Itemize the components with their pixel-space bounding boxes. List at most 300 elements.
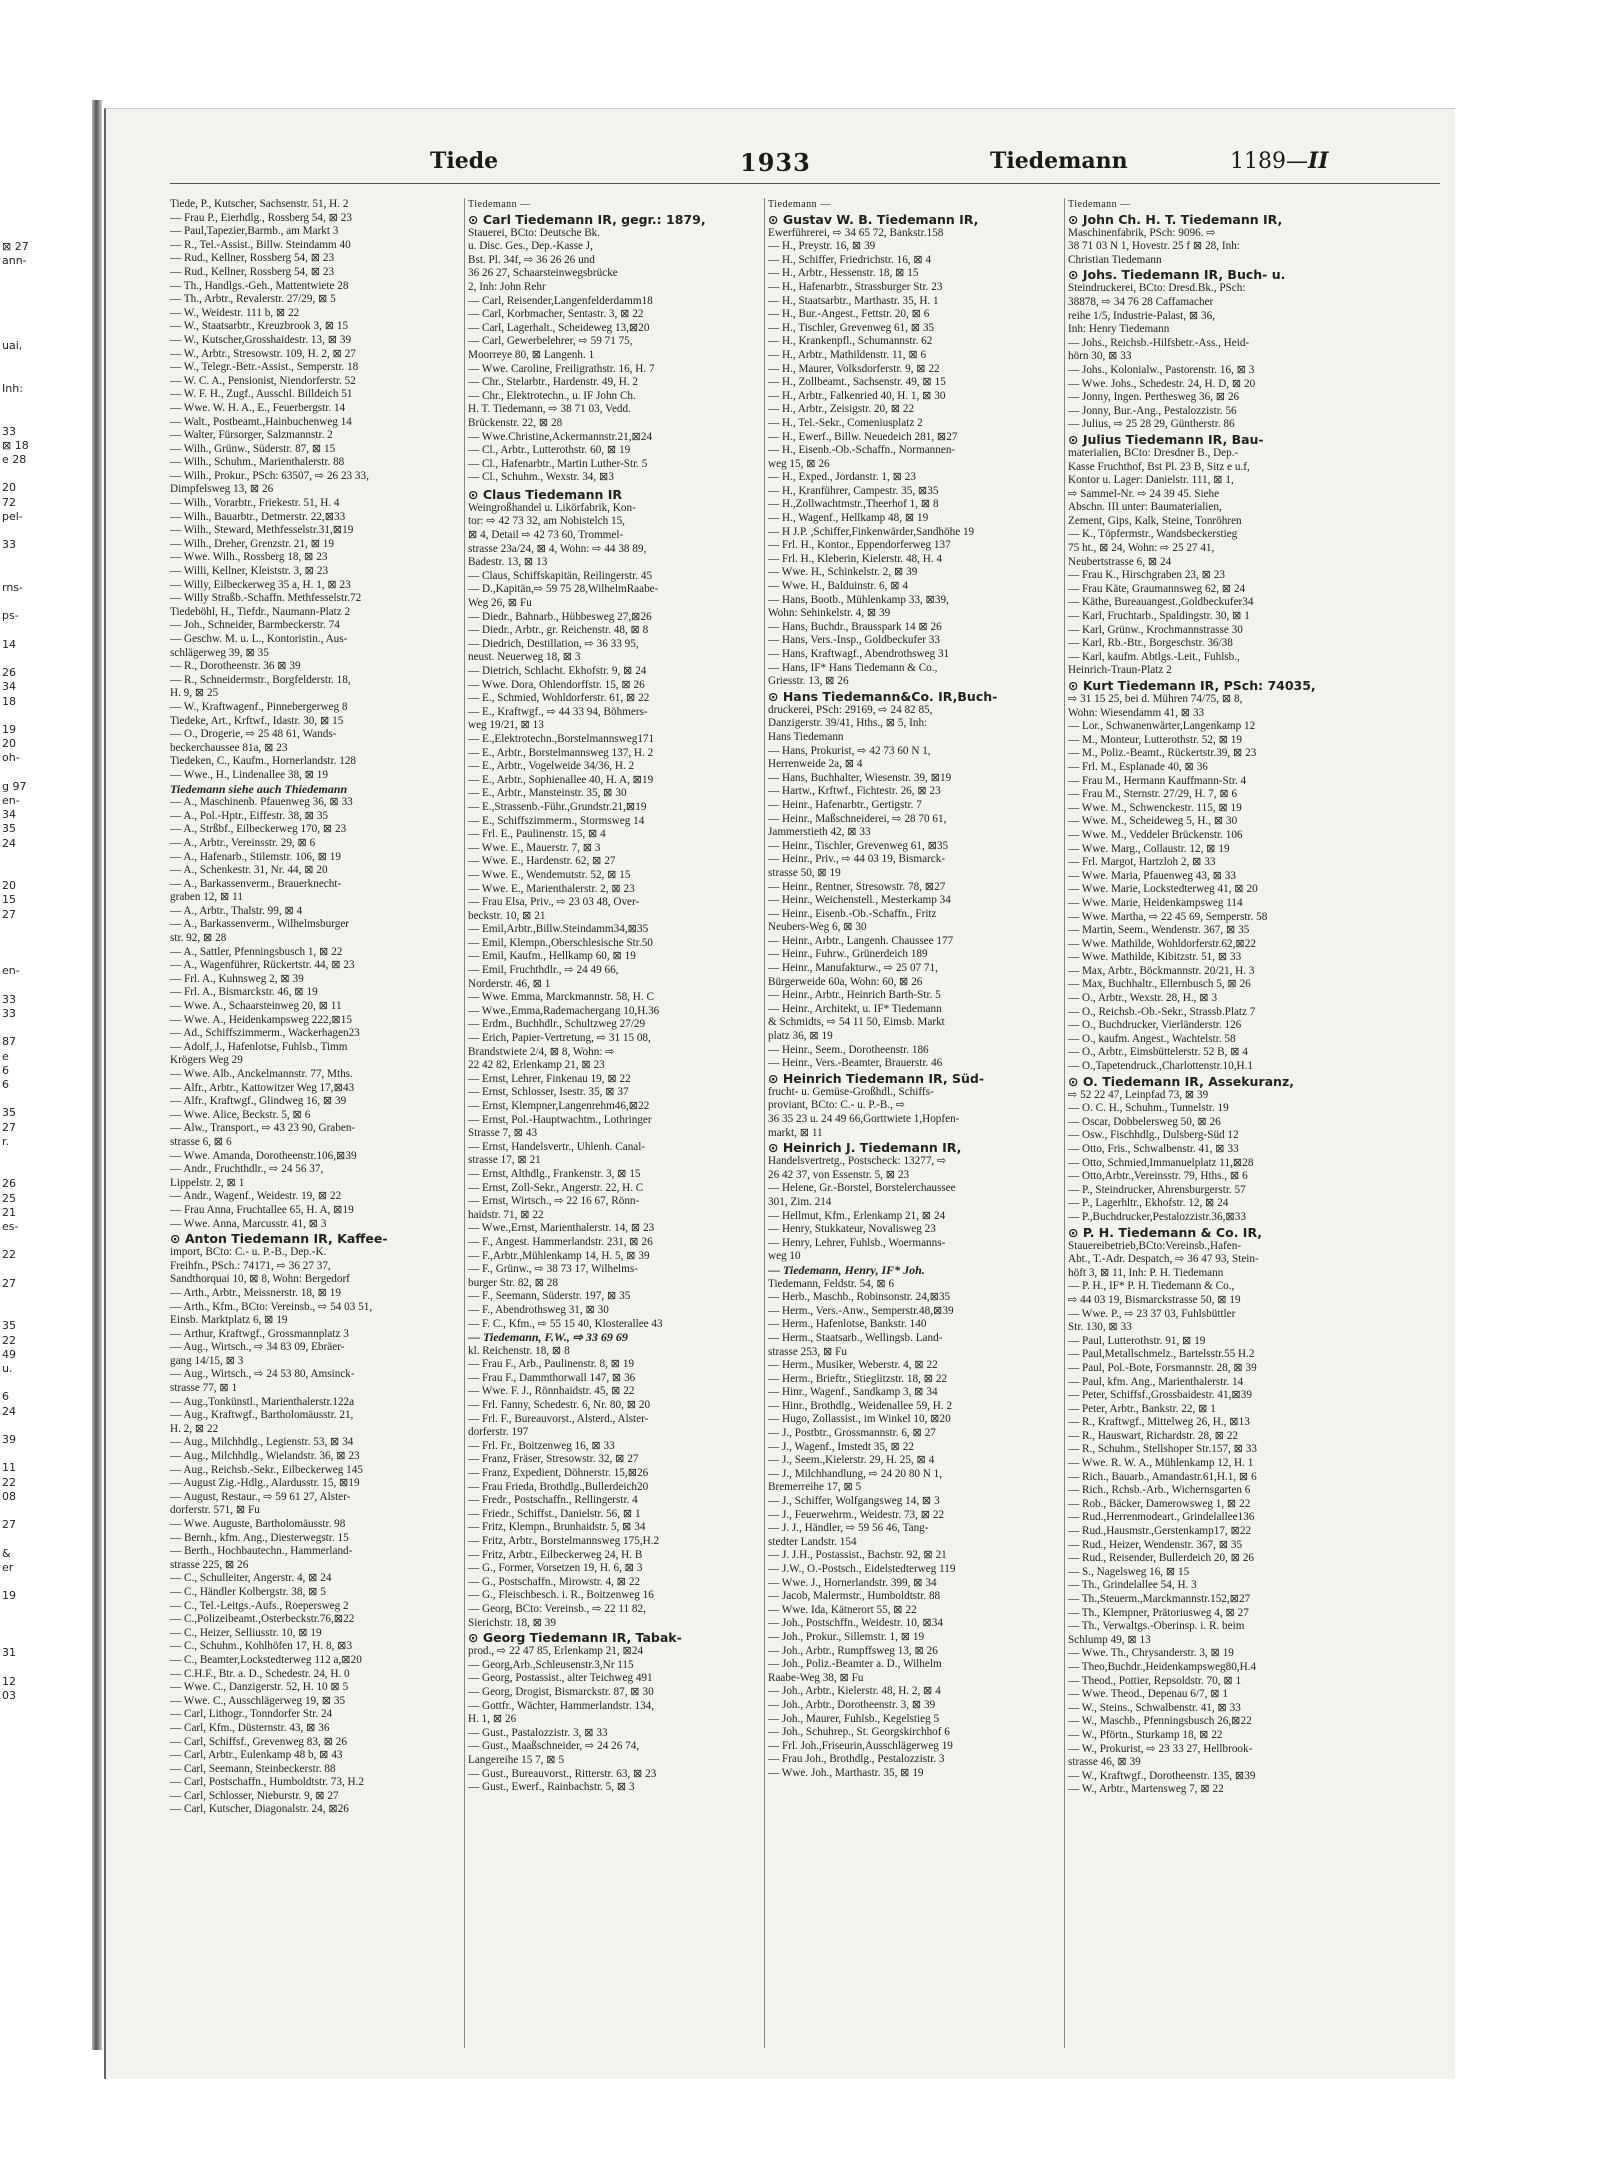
directory-entry: — Wwe. Alb., Anckelmannstr. 77, Mths. [170,1068,353,1080]
directory-entry: — Joh., Prokur., Sillemstr. 1, ⊠ 19 [768,1630,925,1643]
directory-entry: — Wilh., Grünw., Süderstr. 87, ⊠ 15 [170,442,336,455]
margin-fragment: 33 [2,538,16,552]
directory-entry: ⊙ P. H. Tiedemann & Co. IR, [1068,1224,1263,1240]
margin-fragment [2,623,90,637]
directory-entry: — Wilh., Steward, Methfesselstr.31,⊠19 [170,524,354,537]
directory-entry: Tiedeken, C., Kaufm., Hornerlandstr. 128 [170,755,357,768]
directory-entry: Sierichstr. 18, ⊠ 39 [468,1616,556,1629]
directory-entry: — C.,Polizeibeamt.,Osterbeckstr.76,⊠22 [170,1613,355,1626]
directory-entry: — P. H., IF* P. H. Tiedemann & Co., [1068,1280,1235,1293]
directory-entry: — Heinr., Fuhrw., Grünerdeich 189 [768,948,928,961]
directory-entry: neust. Neuerweg 18, ⊠ 3 [468,651,581,664]
margin-fragment [2,1604,90,1618]
directory-entry: — H., Preystr. 16, ⊠ 39 [768,240,876,253]
directory-entry: ⊙ Julius Tiedemann IR, Bau- [1068,431,1264,447]
directory-entry: Abschn. III unter: Baumaterialien, [1068,501,1222,514]
directory-entry: ⊙ Claus Tiedemann IR [468,486,623,502]
margin-fragment: 34 [2,680,16,694]
directory-entry: — Frau Anna, Fruchtallee 65, H. A, ⊠19 [170,1203,354,1216]
directory-entry: — Arthur, Kraftwgf., Grossmannplatz 3 [170,1327,349,1340]
margin-fragment [2,851,90,865]
directory-entry: — P., Lagerhltr., Ekhofstr. 12, ⊠ 24 [1068,1197,1229,1210]
directory-entry: Weg 26, ⊠ Fu [468,597,532,610]
directory-entry: Jammerstieth 42, ⊠ 33 [768,826,871,839]
column-separator [464,198,465,2048]
directory-entry: — Peter, Schiffsf.,Grossbaidestr. 41,⊠39 [1068,1389,1252,1402]
directory-entry: — Wwe. Dora, Ohlendorffstr. 15, ⊠ 26 [468,678,645,691]
margin-fragment: 25 [2,1191,16,1205]
directory-entry: — Heinr., Maßschneiderei, ⇨ 28 70 61, [768,812,947,825]
directory-entry: — Willy Straßb.-Schaffn. Methfesselstr.72 [170,592,362,605]
directory-entry: — Ad., Schiffszimmerm., Wackerhagen23 [170,1027,360,1040]
directory-entry: ⊙ Johs. Tiedemann IR, Buch- u. [1068,267,1286,283]
margin-fragment: 31 [2,1646,16,1660]
directory-entry: — Aug., Wirtsch., ⇨ 34 83 09, Ebräer- [170,1341,345,1354]
margin-fragment: 20 [2,879,16,893]
directory-entry: — C., Tel.-Leitgs.-Aufs., Roepersweg 2 [170,1599,349,1612]
directory-entry: — Wwe. E., Mauerstr. 7, ⊠ 3 [468,841,601,854]
margin-fragment: 20 [2,737,16,751]
directory-entry: — Carl, Lithogr., Tonndorfer Str. 24 [170,1708,333,1721]
margin-fragment [2,979,90,993]
directory-entry: Strasse 7, ⊠ 43 [468,1127,538,1140]
directory-entry: — Johs., Kolonialw., Pastorenstr. 16, ⊠ 3 [1068,363,1255,376]
directory-entry: Heinrich-Traun-Platz 2 [1068,664,1172,677]
directory-entry: — Carl, Arbtr., Eulenkamp 48 b, ⊠ 43 [170,1749,343,1762]
directory-entry: — Gust., Bureauvorst., Ritterstr. 63, ⊠ 23 [468,1767,657,1780]
margin-fragment: 24 [2,1404,16,1418]
directory-entry: — W. C. A., Pensionist, Niendorferstr. 52 [170,374,356,387]
margin-fragment: Inh: [2,382,23,396]
directory-entry: H. 9, ⊠ 25 [170,687,219,700]
directory-entry: — Georg, Postassist., alter Teichweg 491 [468,1672,653,1685]
directory-entry: ⊙ John Ch. H. T. Tiedemann IR, [1068,211,1283,227]
directory-entry: — Joh., Arbtr., Rumpffsweg 13, ⊠ 26 [768,1644,938,1657]
directory-entry: — Wwe. Mathilde, Kibitzstr. 51, ⊠ 33 [1068,951,1242,964]
directory-entry: — Wwe. H., Schinkelstr. 2, ⊠ 39 [768,566,918,579]
margin-fragment [2,297,90,311]
directory-entry: Moorreye 80, ⊠ Langenh. 1 [468,348,595,361]
directory-entry: — Frl. M., Esplanade 40, ⊠ 36 [1068,760,1208,773]
directory-entry: — Andr., Wagenf., Weidestr. 19, ⊠ 22 [170,1190,342,1203]
directory-entry: — R., Dorotheenstr. 36 ⊠ 39 [170,660,301,673]
directory-entry: — Aug., Kraftwgf., Bartholomäusstr. 21, [170,1409,354,1422]
directory-entry: gang 14/15, ⊠ 3 [170,1354,244,1367]
directory-entry: — Heinr., Vers.-Beamter, Brauerstr. 46 [768,1057,943,1070]
directory-entry: u. Disc. Ges., Dep.-Kasse J, [468,240,593,253]
directory-entry: Norderstr. 46, ⊠ 1 [468,977,551,990]
directory-entry: — Wwe., H., Lindenallee 38, ⊠ 19 [170,768,328,781]
margin-fragment: 18 [2,694,16,708]
directory-entry: — Herm., Hafenlotse, Bankstr. 140 [768,1318,927,1331]
margin-fragment: 39 [2,1433,16,1447]
directory-entry: strasse 225, ⊠ 26 [170,1558,249,1571]
directory-entry: strasse 23a/24, ⊠ 4, Wohn: ⇨ 44 38 89, [468,542,647,555]
directory-entry: Badestr. 13, ⊠ 13 [468,556,548,569]
directory-entry: — A., Pol.-Hptr., Eiffestr. 38, ⊠ 35 [170,809,329,822]
directory-entry: weg 10 [768,1250,801,1263]
directory-entry: — Frau F., Arb., Paulinenstr. 8, ⊠ 19 [468,1358,635,1371]
margin-fragment [2,283,90,297]
directory-entry: — J., Wagenf., Imstedt 35, ⊠ 22 [768,1440,914,1453]
directory-entry: — Fritz, Arbtr., Eilbeckerweg 24, H. B [468,1548,643,1561]
directory-entry: — H., Krankenpfl., Schumannstr. 62 [768,335,933,348]
directory-entry: — H., Bur.-Angest., Fettstr. 20, ⊠ 6 [768,308,930,321]
directory-entry: — Ernst, Althdlg., Frankenstr. 3, ⊠ 15 [468,1167,641,1180]
directory-entry: Tiedemann — [1068,199,1131,210]
directory-entry: — F., Grünw., ⇨ 38 73 17, Wilhelms- [468,1263,638,1276]
directory-entry: — Geschw. M. u. L., Kontoristin., Aus- [170,633,348,645]
directory-entry: Bürgerweide 60a, Wohn: 60, ⊠ 26 [768,975,923,988]
directory-entry: — Frau Käte, Graumannsweg 62, ⊠ 24 [1068,582,1246,595]
directory-entry: — E., Schiffszimmerm., Stormsweg 14 [468,814,645,827]
directory-entry: — Frau P., Eierhdlg., Rossberg 54, ⊠ 23 [170,211,352,224]
directory-entry: — Rich., Bauarb., Amandastr.61,H.1, ⊠ 6 [1068,1470,1257,1483]
directory-entry: — Henry, Lehrer, Fuhlsb., Woermanns- [768,1236,946,1249]
directory-entry: — Frau K., Hirschgraben 23, ⊠ 23 [1068,569,1225,582]
directory-entry: — Emil, Klempn.,Oberschlesische Str.50 [468,936,653,949]
running-head-year: 1933 [740,148,811,177]
directory-entry: — Aug., Milchhdlg., Legienstr. 53, ⊠ 34 [170,1436,354,1449]
directory-entry: — W., Prokurist, ⇨ 23 33 27, Hellbrook- [1068,1742,1253,1755]
directory-entry: — E., Arbtr., Borstelmannsweg 137, H. 2 [468,746,654,759]
directory-entry: — H., Tischler, Grevenweg 61, ⊠ 35 [768,321,935,334]
margin-fragment [2,1660,90,1674]
directory-entry: — Otto, Fris., Schwalbenstr. 41, ⊠ 33 [1068,1143,1239,1155]
directory-entry: — F., Seemann, Süderstr. 197, ⊠ 35 [468,1290,631,1303]
directory-entry: — W., Telegr.-Betr.-Assist., Sempe​rstr. 18 [170,361,359,374]
margin-fragment [2,1234,90,1248]
directory-entry: — G., Fleischbesch. i. R., Boitzenweg 16 [468,1589,654,1602]
directory-entry: — August Zig.-Hdlg., Alardusstr. 15, ⊠19 [170,1477,360,1490]
directory-entry: — H., Arbtr., Falkenried 40, H. 1, ⊠ 30 [768,389,946,402]
directory-entry: Herrenweide 2a, ⊠ 4 [768,758,863,771]
directory-entry: — Paul, Pol.-Bote, Forsmannstr. 28, ⊠ 39 [1068,1361,1257,1374]
directory-entry: — Andr., Fruchthdlr., ⇨ 24 56 37, [170,1163,324,1176]
directory-entry: — H., Maurer, Volksdorferstr. 9, ⊠ 22 [768,362,940,375]
margin-fragment: u. [2,1362,13,1376]
directory-entry: ⇨ Sammel-Nr. ⇨ 24 39 45. Siehe [1068,487,1220,500]
directory-entry: — Jonny, Ingen. Perthesweg 36, ⊠ 26 [1068,391,1240,404]
directory-entry: — E., Arbtr., Mansteinstr. 35, ⊠ 30 [468,787,627,800]
directory-entry: — O., Arbtr., Eimsbüttelerstr. 52 B, ⊠ 4 [1068,1046,1248,1059]
directory-entry: — C., Heizer, Selliusstr. 10, ⊠ 19 [170,1626,322,1639]
directory-entry: — Wwe. J., Hornerlandstr. 399, ⊠ 34 [768,1576,937,1589]
directory-entry: — Frl. Fanny, Schedestr. 6, Nr. 80, ⊠ 20 [468,1399,651,1412]
margin-fragment: es- [2,1220,19,1234]
directory-entry: — Frau Frieda, Brothdlg.,Bullerdeich20 [468,1480,649,1493]
directory-entry: haidstr. 71, ⊠ 22 [468,1208,544,1221]
directory-entry: — C., Schulleiter, Angerstr. 4, ⊠ 24 [170,1572,332,1585]
directory-entry: — Max, Buchhaltr., Ellernbusch 5, ⊠ 26 [1068,978,1251,991]
margin-fragment: 34 [2,808,16,822]
margin-fragment [2,922,90,936]
margin-fragment: 19 [2,722,16,736]
directory-entry: — Diedrich, Destillation, ⇨ 36 33 95, [468,637,639,650]
directory-entry: Tiede, P., Kutscher, Sachsenstr. 51, H. 2 [170,198,349,210]
directory-entry: — W., Staatsarbtr., Kreuzbrook 3, ⊠ 15 [170,320,349,333]
scan-border-right [1455,0,1600,2177]
directory-entry: ⊙ Anton Tiedemann IR, Kaffee- [170,1231,388,1247]
directory-entry: — H., Wagenf., Hellkamp 48, ⊠ 19 [768,512,929,525]
margin-fragment [2,1575,90,1589]
directory-entry: — Ernst, Lehrer, Finkenau 19, ⊠ 22 [468,1072,631,1085]
directory-entry: reihe 1/5, Industrie-Palast, ⊠ 36, [1068,309,1216,322]
margin-fragment [2,1618,90,1632]
directory-entry: Kasse Fruchthof, Bst Pl. 23 B, Sitz e u.f, [1068,460,1250,473]
directory-entry: — Joh., Schuhrep., St. Georgskirchhof 6 [768,1726,950,1739]
directory-entry: — Wwe. M., Schwenckestr. 115, ⊠ 19 [1068,801,1242,814]
directory-entry: — E., Schmied, Wohldorferstr. 61, ⊠ 22 [468,692,650,705]
directory-entry: — Rud.,Hausmstr.,Gerstenkamp17, ⊠22 [1068,1525,1252,1538]
directory-entry: strasse 50, ⊠ 19 [768,866,841,879]
directory-entry: dorferstr. 197 [468,1426,529,1439]
margin-fragment [2,1263,90,1277]
directory-entry: — W., Maschb., Pfenningsbusch 26,⊠22 [1068,1715,1252,1728]
directory-entry: — Heinr., Architekt, u. IF* Tiedemann [768,1002,942,1015]
directory-entry: — W., Kutscher,Grosshaidestr. 13, ⊠ 39 [170,333,352,346]
directory-entry: — Carl, Lagerhalt., Scheideweg 13,⊠20 [468,321,650,334]
directory-entry: — Wwe. W. H. A., E., Feuerbergstr. 14 [170,401,346,414]
directory-entry: Wohn: Sehinkelstr. 4, ⊠ 39 [768,607,891,620]
directory-entry: — Heinr., Eisenb.-Ob.-Schaffn., Fritz [768,907,937,920]
directory-entry: — Heinr., Arbtr., Langenh. Chaussee 177 [768,934,954,947]
directory-entry: ⊠ 4, Detail ⇨ 42 73 60, Trommel- [468,529,624,542]
margin-fragment: 33 [2,424,16,438]
directory-entry: — Frl. Fr., Boitzenweg 16, ⊠ 33 [468,1439,615,1452]
directory-entry: Ewerführerei, ⇨ 34 65 72, Bankstr.158 [768,226,944,239]
directory-entry: — D.,Kapitän,⇨ 59 75 28,WilhelmRaabe- [468,583,659,596]
directory-entry: — Herm., Musiker, Weberstr. 4, ⊠ 22 [768,1359,938,1372]
directory-entry: — Wwe. E., Hardenstr. 62, ⊠ 27 [468,855,616,868]
directory-entry: — Wwe. A., Heidenkampsweg 222,⊠15 [170,1013,352,1026]
directory-entry: — J., Seem.,Kielerstr. 29, H. 25, ⊠ 4 [768,1454,935,1467]
directory-entry: — Martin, Seem., Wendenstr. 367, ⊠ 35 [1068,924,1250,937]
margin-fragment: g 97 [2,779,27,793]
directory-entry: — Paul,Metallschmelz., Bartelsstr.55 H.2 [1068,1348,1255,1361]
directory-entry: — Wwe. C., Ausschlägerweg 19, ⊠ 35 [170,1694,346,1707]
directory-entry: — Carl, Reisender,Langenfelderdamm18 [468,294,653,307]
directory-entry: Inh: Henry Tiedemann [1068,323,1170,336]
directory-entry: 38 71 03 N 1, Hovestr. 25 f ⊠ 28, Inh: [1068,240,1240,253]
directory-entry: — Frl. F., Bureauvorst., Alsterd., Alster- [468,1412,649,1425]
directory-entry: — Wwe. Martha, ⇨ 22 45 69, Semperstr. 58 [1068,910,1268,923]
directory-entry: — G., Former, Vorsetzen 19, H. 6, ⊠ 3 [468,1562,643,1575]
margin-fragment: 6 [2,1077,9,1091]
directory-entry: Tiedeke, Art., Krftwf., Idastr. 30, ⊠ 15 [170,714,344,727]
directory-entry: — Joh., Arbtr., Dorotheenstr. 3, ⊠ 39 [768,1698,936,1711]
directory-entry: — Emil, Kaufm., Hellkamp 60, ⊠ 19 [468,950,636,963]
margin-fragment: ps- [2,609,19,623]
directory-entry: — Oscar, Dobbelersweg 50, ⊠ 26 [1068,1115,1221,1128]
directory-entry: — Herm., Staatsarb., Wellingsb. Land- [768,1331,943,1344]
directory-column-2 [468,198,766,2068]
directory-entry: — Frau Joh., Brothdlg., Pestalozzistr. 3 [768,1753,945,1766]
directory-entry: — Adolf, J., Hafenlotse, Fuhlsb., Timm [170,1040,348,1053]
margin-fragment [2,524,90,538]
directory-entry: — Joh., Schneider, Barmbeckerstr. 74 [170,619,340,632]
directory-entry: — Wwe. H., Balduinstr. 6, ⊠ 4 [768,580,908,593]
margin-fragment: 21 [2,1205,16,1219]
margin-fragment [2,1447,90,1461]
directory-entry: — Rich., Rchsb.-Arb., Wichernsgarten 6 [1068,1484,1251,1497]
margin-fragment: pel- [2,509,23,523]
directory-entry: 38878, ⇨ 34 76 28 Caffamacher [1068,295,1214,308]
margin-fragment [2,396,90,410]
directory-entry: — Georg,Arb.,Schleusenstr.3,Nr 115 [468,1658,634,1671]
directory-entry: — Wwe. E., Wendemutstr. 52, ⊠ 15 [468,868,631,881]
directory-entry: — Gottfr., Wächter, Hammerlandstr. 134, [468,1699,655,1712]
directory-entry: — Wwe. R. W. A., Mühlenkamp 12, H. 1 [1068,1457,1254,1470]
directory-entry: — Walt., Postbeamt.,Hainbuchenweg 14 [170,415,352,428]
directory-entry: — Arth., Kfm., BCto: Vereinsb., ⇨ 54 03 51, [170,1300,373,1313]
directory-entry: — A., Barkassenverm., Wilhelmsburger [170,918,350,931]
directory-entry: Zement, Gips, Kalk, Steine, Tonröhren [1068,514,1242,527]
directory-entry: hörn 30, ⊠ 33 [1068,350,1132,363]
directory-entry: platz 36, ⊠ 19 [768,1030,833,1043]
directory-entry: — Emil,Arbtr.,Billw.Steindamm34,⊠35 [468,923,649,936]
directory-entry: — H., Arbtr., Zeisigstr. 20, ⊠ 22 [768,403,915,416]
directory-entry: kl. Reichenstr. 18, ⊠ 8 [468,1344,570,1357]
directory-entry: Tiedemann — [468,199,531,210]
directory-entry: — Alw., Transport., ⇨ 43 23 90, Graben- [170,1122,356,1135]
directory-entry: — A., Wagenführer, Rückertstr. 44, ⊠ 23 [170,959,355,972]
margin-fragment: 19 [2,1589,16,1603]
margin-fragment: ann- [2,254,27,268]
directory-entry: — W., Arbtr., Stresowstr. 109, H. 2, ⊠ 27 [170,347,356,360]
directory-entry: — Wwe. Emma, Marckmannstr. 58, H. C [468,991,654,1004]
directory-entry: — C., Beamter,Lockstedterweg 112 a,⊠20 [170,1653,362,1666]
directory-entry: — Rud., Reisender, Bullerdeich 20, ⊠ 26 [1068,1552,1255,1565]
directory-entry: — Bernh., kfm. Ang., Diesterwegstr. 15 [170,1531,349,1544]
directory-entry: — Joh., Postschffn., Weidestr. 10, ⊠34 [768,1617,943,1630]
directory-entry: — Peter, Arbtr., Bankstr. 22, ⊠ 1 [1068,1402,1216,1415]
directory-entry: — Käthe, Bureauangest.,Goldbeckufer34 [1068,596,1254,609]
directory-entry: — Heinr., Priv., ⇨ 44 03 19, Bismarck- [768,853,946,866]
directory-entry: — Cl., Hafenarbtr., Martin Luther-Str. 5 [468,457,648,470]
directory-entry: Stauereibetrieb,BCto:Vereinsb.,Hafen- [1068,1239,1242,1252]
directory-entry: — A., Arbtr., Thalstr. 99, ⊠ 4 [170,904,303,917]
directory-entry: — Osw., Fischhdlg., Dulsberg-Süd 12 [1068,1129,1239,1142]
directory-entry: — Ernst, Wirtsch., ⇨ 22 16 67, Rönn- [468,1195,640,1208]
directory-entry: ⊙ O. Tiedemann IR, Assekuranz, [1068,1073,1294,1089]
directory-entry: — Frl. H., Kleberin, Kielerstr. 48, H. 4 [768,552,943,565]
directory-entry: — E., Arbtr., Vogelweide 34/36, H. 2 [468,760,635,773]
directory-entry: — A., Schenkestr. 31, Nr. 44, ⊠ 20 [170,864,328,877]
directory-entry: — Th., Verwaltgs.-Oberinsp. i. R. beim [1068,1620,1245,1633]
directory-entry: — Wwe. Wilh., Rossberg 18, ⊠ 23 [170,551,328,564]
directory-entry: 301, Zim. 214 [768,1195,832,1208]
directory-entry: — Frau F., Dammthorwall 147, ⊠ 36 [468,1371,636,1384]
directory-entry: — Aug., Reichsb.-Sekr., Eilbeckerweg 145 [170,1463,363,1476]
margin-fragment: 33 [2,1006,16,1020]
margin-fragment: 87 [2,1035,16,1049]
directory-entry: — E., Kraftwgf., ⇨ 44 33 94, Böhmers- [468,705,648,718]
directory-entry: — August, Restaur., ⇨ 59 61 27, Alster- [170,1490,351,1503]
margin-fragment: en- [2,964,20,978]
directory-entry: — Frau M., Sternstr. 27/29, H. 7, ⊠ 6 [1068,788,1238,801]
directory-entry: strasse 253, ⊠ Fu [768,1345,847,1358]
directory-entry: beckerchaussee 81a, ⊠ 23 [170,741,288,754]
margin-fragment: 26 [2,1177,16,1191]
directory-entry: — H.,Zollwachtmstr.,Theerhof 1, ⊠ 8 [768,498,939,511]
directory-entry: — Ernst, Schlosser, Isestr. 35, ⊠ 37 [468,1086,629,1099]
directory-entry: — Karl, kaufm. Abtlgs.-Leit., Fuhlsb., [1068,650,1240,663]
directory-entry: import, BCto: C.- u. P.-B., Dep.-K. [170,1246,327,1259]
directory-entry: — Wwe. F. J., Rönnhaidstr. 45, ⊠ 22 [468,1385,635,1398]
directory-entry: — Arth., Arbtr., Meissnerstr. 18, ⊠ 19 [170,1286,341,1299]
directory-entry: Freihfn., PSch.: 74171, ⇨ 36 27 37, [170,1259,331,1272]
directory-entry: — A., Arbtr., Vereinsstr. 29, ⊠ 6 [170,836,316,849]
previous-page-text [2,240,90,2120]
margin-fragment [2,467,90,481]
directory-entry: — Carl, Korbmacher, Sentastr. 3, ⊠ 22 [468,308,644,321]
directory-entry: burger Str. 82, ⊠ 28 [468,1276,558,1289]
directory-entry: — Aug.,Tonkünstl., Marienthalerstr.122a [170,1395,355,1408]
directory-entry: Brandstwiete 2/4, ⊠ 8, Wohn: ⇨ [468,1045,615,1058]
directory-entry: — Th., Klempner, Prätoriusweg 4, ⊠ 27 [1068,1606,1249,1619]
directory-entry: — Ernst, Pol.-Hauptwachtm., Lothringer [468,1113,652,1126]
directory-entry: 26 42 37, von Essenstr. 5, ⊠ 23 [768,1168,910,1181]
directory-entry: — Wwe. Caroline, Freiligrathstr. 16, H. 7 [468,362,655,375]
directory-entry: — Wwe. Marie, Lockstedterweg 41, ⊠ 20 [1068,883,1258,896]
directory-entry: — P.,Buchdrucker,Pestalozzistr.36,⊠33 [1068,1210,1246,1223]
margin-fragment: 24 [2,836,16,850]
directory-entry: — H J.P. ,Schiffer,Finkenwärder,Sandhöhe 19 [768,525,975,538]
directory-entry: prod., ⇨ 22 47 85, Erlenkamp 21, ⊠24 [468,1645,644,1658]
margin-fragment [2,1291,90,1305]
directory-entry: — Tiedemann, F.W., ⇨ 33 69 69 [468,1331,628,1345]
margin-fragment [2,1092,90,1106]
directory-entry: — Rud., Kellner, Rossberg 54, ⊠ 23 [170,252,335,265]
directory-entry: proviant, BCto: C.- u. P.-B., ⇨ [768,1099,906,1112]
directory-entry: Krögers Weg 29 [170,1054,243,1067]
margin-fragment: oh- [2,751,20,765]
directory-entry: — Wilh., Prokur., PSch: 63507, ⇨ 26 23 33, [170,469,369,482]
directory-entry: dorferstr. 571, ⊠ Fu [170,1504,260,1517]
directory-entry: — Th., Grindelallee 54, H. 3 [1068,1579,1197,1592]
margin-fragment [2,354,90,368]
directory-entry: — Wwe.Christine,Ackermannstr.21,⊠24 [468,430,653,443]
directory-entry: — Wwe. Auguste, Bartholomäusstr. 98 [170,1518,346,1530]
directory-entry: — Gust., Ewerf., Rainbachstr. 5, ⊠ 3 [468,1781,635,1794]
directory-entry: Neubertstrasse 6, ⊠ 24 [1068,555,1172,568]
directory-entry: — Hans, Buchdr., Brausspark 14 ⊠ 26 [768,620,942,633]
directory-entry: — K., Töpfermstr., Wandsbeckerstieg [1068,528,1238,541]
margin-fragment [2,268,90,282]
directory-entry: — Claus, Schiffskapitän, Reilingerstr. 45 [468,569,653,582]
directory-entry: — Karl, Fruchtarb., Spaldingstr. 30, ⊠ 1 [1068,610,1250,623]
directory-entry: Tiedemann siehe auch Thiedemann [170,782,348,796]
directory-entry: ⇨ 52 22 47, Leinpfad 73, ⊠ 39 [1068,1088,1209,1101]
directory-entry: — Alfr., Kraftwgf., Glindweg 16, ⊠ 39 [170,1095,347,1108]
directory-entry: — O., Drogerie, ⇨ 25 48 61, Wands- [170,728,337,741]
margin-fragment: rns- [2,580,24,594]
directory-entry: Einsb. Marktplatz 6, ⊠ 19 [170,1314,288,1327]
directory-entry: Tiedemann — [768,199,831,210]
directory-entry: — H., Staatsarbtr., Marthastr. 35, H. 1 [768,294,939,307]
directory-entry: — M., Monteur, Lutterothstr. 52, ⊠ 19 [1068,733,1242,746]
directory-entry: — Max, Arbtr., Böckmannstr. 20/21, H. 3 [1068,964,1255,977]
directory-entry: — Paul, kfm. Ang., Marienthalerstr. 14 [1068,1375,1244,1388]
directory-entry: — Franz, Expedient, Döhnerstr. 15,⊠26 [468,1467,649,1480]
directory-entry: — Georg, Drogist, Bismarckstr. 87, ⊠ 30 [468,1685,654,1698]
margin-fragment [2,410,90,424]
directory-entry: — Carl, Gewerbelehrer, ⇨ 59 71 75, [468,335,633,348]
directory-entry: — Rud., Kellner, Rossberg 54, ⊠ 23 [170,265,335,278]
directory-entry: — Heinr., Manufakturw., ⇨ 25 07 71, [768,962,938,975]
directory-entry: — Frl. Margot, Hartzloh 2, ⊠ 33 [1068,856,1216,869]
